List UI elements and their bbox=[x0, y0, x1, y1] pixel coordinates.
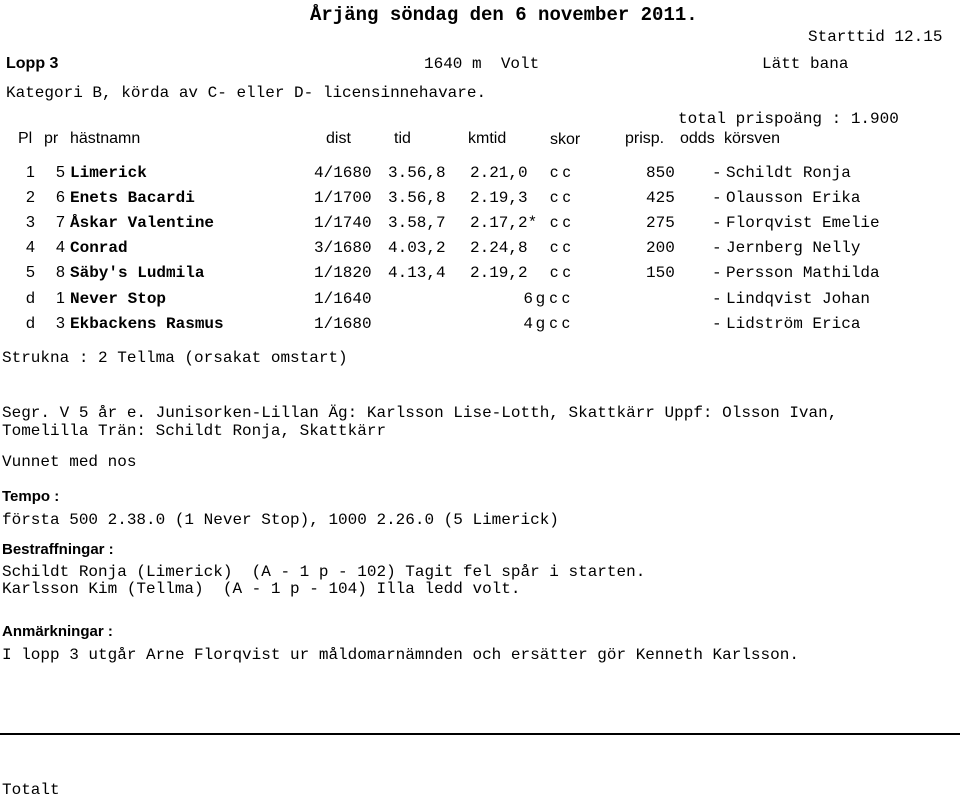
col-header-odds: odds bbox=[680, 130, 715, 147]
row-dist: 3/1680 bbox=[314, 239, 372, 257]
row-horse: Never Stop bbox=[70, 290, 167, 308]
row-driver: Persson Mathilda bbox=[726, 264, 880, 282]
row-pr: 6 bbox=[56, 189, 65, 206]
col-header-pr: pr bbox=[44, 130, 59, 147]
remarks-text: I lopp 3 utgår Arne Florqvist ur måldomarnämnden och ersätter gör Kenneth Karlsson. bbox=[2, 646, 799, 664]
penalty-line-1: Schildt Ronja (Limerick) (A - 1 p - 102) Tagit fel spår i starten. bbox=[2, 563, 646, 581]
row-tid: 3.56,8 bbox=[388, 189, 446, 207]
col-header-driver: körsven bbox=[724, 130, 781, 147]
winner-info-line1: Segr. V 5 år e. Junisorken-Lillan Äg: Karlsson Lise-Lotth, Skattkärr Uppf: Olsson Ivan, bbox=[2, 404, 838, 422]
row-dash: - bbox=[712, 264, 722, 282]
page-title: Årjäng söndag den 6 november 2011. bbox=[310, 4, 698, 26]
track-condition: Lätt bana bbox=[762, 55, 849, 73]
row-driver: Jernberg Nelly bbox=[726, 239, 861, 257]
row-driver: Lidström Erica bbox=[726, 315, 861, 333]
col-header-prisp: prisp. bbox=[625, 130, 665, 147]
row-pl: 4 bbox=[26, 239, 35, 256]
row-tid: 3.56,8 bbox=[388, 164, 446, 182]
row-skor: c c bbox=[550, 239, 571, 256]
race-distance-type: 1640 m Volt bbox=[424, 55, 540, 73]
row-dash: - bbox=[712, 315, 722, 333]
row-prisp: 850 bbox=[646, 164, 675, 182]
row-pr: 4 bbox=[56, 239, 65, 256]
row-kmtid: 2.19,3 bbox=[470, 189, 528, 207]
total-label: Totalt bbox=[2, 781, 60, 799]
row-kmtid: 4 bbox=[523, 315, 533, 333]
row-skor: c c bbox=[550, 264, 571, 281]
total-prize-points: total prispoäng : 1.900 bbox=[678, 110, 899, 128]
penalties-heading: Bestraffningar : bbox=[2, 541, 114, 558]
col-header-skor: skor bbox=[550, 131, 581, 148]
row-driver: Lindqvist Johan bbox=[726, 290, 871, 308]
row-prisp: 150 bbox=[646, 264, 675, 282]
row-horse: Enets Bacardi bbox=[70, 189, 195, 207]
row-horse: Limerick bbox=[70, 164, 147, 182]
race-category: Kategori B, körda av C- eller D- licensinnehavare. bbox=[6, 84, 487, 102]
col-header-horse: hästnamn bbox=[70, 130, 141, 147]
row-pl: 3 bbox=[26, 214, 35, 231]
row-tid: 3.58,7 bbox=[388, 214, 446, 232]
row-prisp: 200 bbox=[646, 239, 675, 257]
row-kmtid: 6 bbox=[523, 290, 533, 308]
row-dash: - bbox=[712, 164, 722, 182]
row-kmtid: 2.19,2 bbox=[470, 264, 528, 282]
row-dist: 1/1680 bbox=[314, 315, 372, 333]
row-dash: - bbox=[712, 290, 722, 308]
row-dist: 4/1680 bbox=[314, 164, 372, 182]
row-dash: - bbox=[712, 239, 722, 257]
row-dist: 1/1740 bbox=[314, 214, 372, 232]
col-header-kmtid: kmtid bbox=[468, 130, 507, 147]
col-header-dist: dist bbox=[326, 130, 351, 147]
winner-info-line2: Tomelilla Trän: Schildt Ronja, Skattkärr bbox=[2, 422, 387, 440]
row-pr: 7 bbox=[56, 214, 65, 231]
winning-margin: Vunnet med nos bbox=[2, 453, 137, 471]
row-prisp: 425 bbox=[646, 189, 675, 207]
row-pl: 5 bbox=[26, 264, 35, 281]
row-horse: Säby's Ludmila bbox=[70, 264, 205, 282]
row-skor: c c bbox=[550, 189, 571, 206]
row-driver: Schildt Ronja bbox=[726, 164, 851, 182]
row-dash: - bbox=[712, 214, 722, 232]
row-driver: Olausson Erika bbox=[726, 189, 861, 207]
row-horse: Ekbackens Rasmus bbox=[70, 315, 224, 333]
scratched-note: Strukna : 2 Tellma (orsakat omstart) bbox=[2, 349, 348, 367]
col-header-tid: tid bbox=[394, 130, 411, 147]
row-prisp: 275 bbox=[646, 214, 675, 232]
row-pr: 1 bbox=[56, 290, 65, 307]
row-kmtid: 2.24,8 bbox=[470, 239, 528, 257]
row-pr: 5 bbox=[56, 164, 65, 181]
penalty-line-2: Karlsson Kim (Tellma) (A - 1 p - 104) Illa ledd volt. bbox=[2, 580, 521, 598]
row-dist: 1/1820 bbox=[314, 264, 372, 282]
race-number: Lopp 3 bbox=[6, 55, 59, 72]
remarks-heading: Anmärkningar : bbox=[2, 623, 113, 640]
row-pr: 8 bbox=[56, 264, 65, 281]
row-dist: 1/1640 bbox=[314, 290, 372, 308]
row-horse: Conrad bbox=[70, 239, 128, 257]
row-pr: 3 bbox=[56, 315, 65, 332]
row-pl: d bbox=[26, 290, 35, 307]
row-horse: Åskar Valentine bbox=[70, 214, 215, 232]
start-time: Starttid 12.15 bbox=[808, 28, 943, 46]
row-pl: 1 bbox=[26, 164, 35, 181]
row-skor: c c bbox=[550, 164, 571, 181]
row-kmtid: 2.21,0 bbox=[470, 164, 528, 182]
tempo-text: första 500 2.38.0 (1 Never Stop), 1000 2.26.0 (5 Limerick) bbox=[2, 511, 559, 529]
row-kmtid: 2.17,2* bbox=[470, 214, 538, 232]
row-tid: 4.03,2 bbox=[388, 239, 446, 257]
row-pl: 2 bbox=[26, 189, 35, 206]
divider-line bbox=[0, 733, 960, 735]
row-dash: - bbox=[712, 189, 722, 207]
row-dist: 1/1700 bbox=[314, 189, 372, 207]
row-tid: 4.13,4 bbox=[388, 264, 446, 282]
row-skor: c c bbox=[550, 214, 571, 231]
row-driver: Florqvist Emelie bbox=[726, 214, 880, 232]
tempo-heading: Tempo : bbox=[2, 488, 60, 505]
col-header-pl: Pl bbox=[18, 130, 33, 147]
row-pl: d bbox=[26, 315, 35, 332]
row-skor: g c c bbox=[536, 290, 570, 307]
row-skor: g c c bbox=[536, 315, 570, 332]
